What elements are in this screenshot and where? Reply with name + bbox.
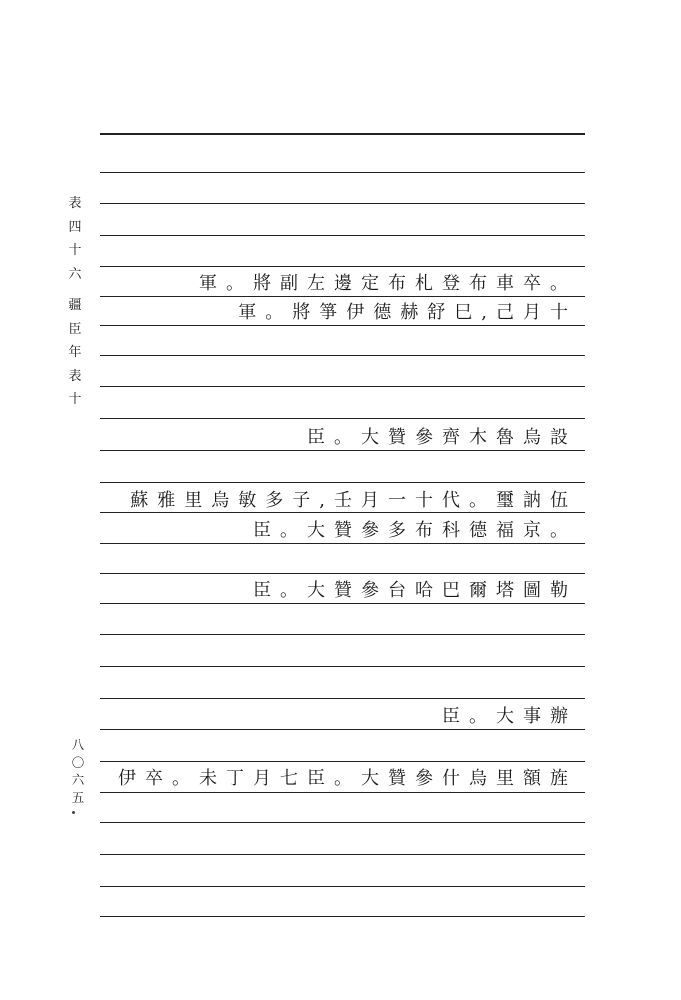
rule	[100, 418, 585, 419]
text-row-6	[253, 576, 577, 602]
rule	[100, 761, 585, 762]
text-row-4	[130, 486, 577, 512]
rule	[100, 603, 585, 604]
rule	[100, 172, 585, 173]
running-title-char: 表	[68, 368, 82, 384]
rule	[100, 573, 585, 574]
running-subtitle	[64, 294, 86, 412]
rule	[100, 886, 585, 887]
text-row-1	[199, 269, 577, 295]
rule	[100, 235, 585, 236]
page-number-char: 五	[71, 789, 85, 805]
rule	[100, 916, 585, 917]
rule	[100, 266, 585, 267]
text-row-8	[118, 764, 577, 790]
row-text: 蘇雅里烏敏多子,壬月一十代。璽訥伍	[130, 490, 577, 511]
page-number-char: 〇	[71, 754, 85, 770]
running-title-char: 十	[68, 392, 82, 407]
running-title-char: 表	[68, 196, 82, 211]
rule	[100, 792, 585, 793]
row-text: 伊卒。未丁月七臣。大贊參什烏里額旌	[118, 768, 577, 789]
running-title-char: 十	[68, 243, 82, 258]
row-text: 臣。大贊參齊木魯烏設	[307, 427, 577, 448]
row-text: 臣。大贊參多布科德福京。	[253, 520, 577, 541]
rule	[100, 450, 585, 451]
running-title-char: 臣	[68, 321, 82, 337]
rule	[100, 482, 585, 483]
row-text: 軍。將副左邊定布札登布車卒。	[199, 273, 577, 294]
running-title-char: 疆	[68, 298, 82, 313]
rule	[100, 386, 585, 387]
rule	[100, 355, 585, 356]
running-title-char: 四	[68, 219, 82, 235]
top-rule	[100, 133, 585, 135]
running-title-char: 六	[68, 266, 82, 282]
rule	[100, 203, 585, 204]
page-number	[66, 736, 90, 806]
rule	[100, 666, 585, 667]
running-title	[64, 192, 86, 286]
rule	[100, 296, 585, 297]
text-row-7	[442, 702, 577, 728]
rule	[100, 854, 585, 855]
text-row-3	[307, 423, 577, 449]
rule	[100, 729, 585, 730]
rule	[100, 634, 585, 635]
margin-dot	[72, 811, 75, 814]
rule	[100, 698, 585, 699]
rule	[100, 512, 585, 513]
rule	[100, 822, 585, 823]
text-row-5	[253, 516, 577, 542]
page-number-char: 八	[71, 737, 85, 752]
row-text: 臣。大贊參台哈巴爾塔圖勒	[253, 580, 577, 601]
row-text: 軍。將箏伊德赫舒巳,己月十	[238, 302, 577, 323]
row-text: 臣。大事辦	[442, 706, 577, 727]
running-title-char: 年	[68, 345, 82, 360]
page-number-char: 六	[71, 772, 85, 787]
text-row-2	[238, 298, 577, 324]
rule	[100, 543, 585, 544]
rule	[100, 325, 585, 326]
